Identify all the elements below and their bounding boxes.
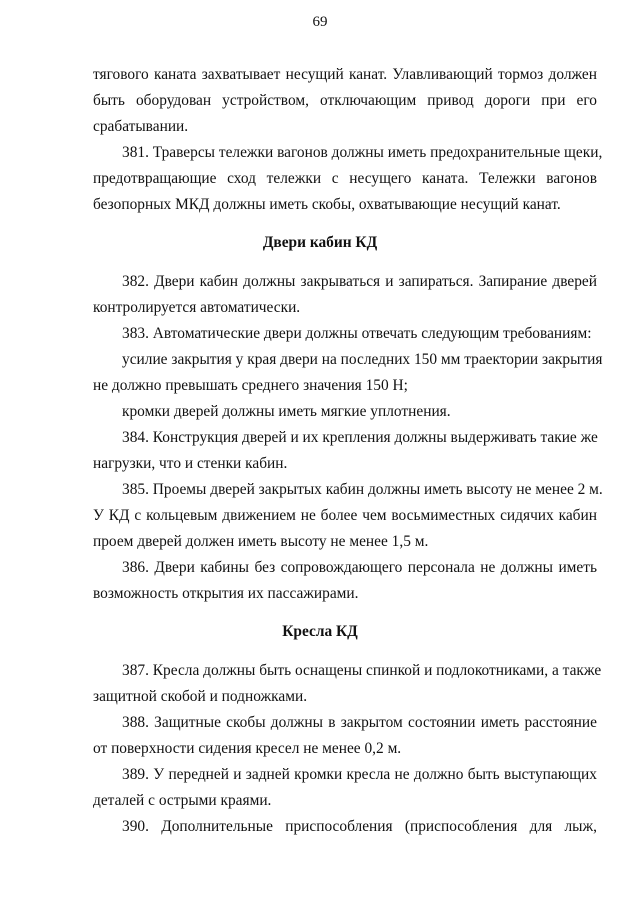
- page-number: 69: [312, 14, 328, 30]
- paragraph-388-line: 388. Защитные скобы должны в закрытом состоянии иметь расстояние: [122, 714, 597, 731]
- text-line: возможность открытия их пассажирами.: [93, 585, 359, 602]
- paragraph-382-line: 382. Двери кабин должны закрываться и запираться. Запирание дверей: [122, 273, 597, 290]
- text-line: не должно превышать среднего значения 150 Н;: [93, 377, 408, 394]
- section-heading-doors: Двери кабин КД: [262, 234, 378, 251]
- paragraph-384-line: 384. Конструкция дверей и их крепления должны выдерживать такие же: [122, 429, 598, 446]
- paragraph-387-line: 387. Кресла должны быть оснащены спинкой и подлокотниками, а также: [122, 662, 602, 679]
- text-line: тягового каната захватывает несущий канат. Улавливающий тормоз должен: [93, 66, 597, 83]
- text-line: быть оборудован устройством, отключающим привод дороги при его: [93, 92, 597, 109]
- text-line: У КД с кольцевым движением не более чем восьмиместных сидячих кабин: [93, 507, 597, 524]
- list-item-line: кромки дверей должны иметь мягкие уплотнения.: [122, 403, 451, 420]
- text-line: срабатывании.: [93, 118, 189, 135]
- text-line: проем дверей должен иметь высоту не менее 1,5 м.: [93, 533, 429, 550]
- paragraph-381-line: 381. Траверсы тележки вагонов должны иметь предохранительные щеки,: [122, 144, 603, 161]
- text-line: предотвращающие сход тележки с несущего каната. Тележки вагонов: [93, 170, 597, 187]
- text-line: нагрузки, что и стенки кабин.: [93, 455, 288, 472]
- text-line: безопорных МКД должны иметь скобы, охватывающие несущий канат.: [93, 196, 561, 213]
- text-line: деталей с острыми краями.: [93, 792, 272, 809]
- text-line: защитной скобой и подножками.: [93, 688, 308, 705]
- section-heading-chairs: Кресла КД: [282, 623, 358, 640]
- paragraph-386-line: 386. Двери кабины без сопровождающего персонала не должны иметь: [122, 559, 597, 576]
- paragraph-383-line: 383. Автоматические двери должны отвечать следующим требованиям:: [122, 325, 592, 342]
- list-item-line: усилие закрытия у края двери на последних 150 мм траектории закрытия: [122, 351, 603, 368]
- paragraph-390-line: 390. Дополнительные приспособления (приспособления для лыж,: [122, 818, 597, 835]
- text-line: контролируется автоматически.: [93, 299, 301, 316]
- paragraph-389-line: 389. У передней и задней кромки кресла не должно быть выступающих: [122, 766, 597, 783]
- text-line: от поверхности сидения кресел не менее 0,2 м.: [93, 740, 402, 757]
- paragraph-385-line: 385. Проемы дверей закрытых кабин должны иметь высоту не менее 2 м.: [122, 481, 603, 498]
